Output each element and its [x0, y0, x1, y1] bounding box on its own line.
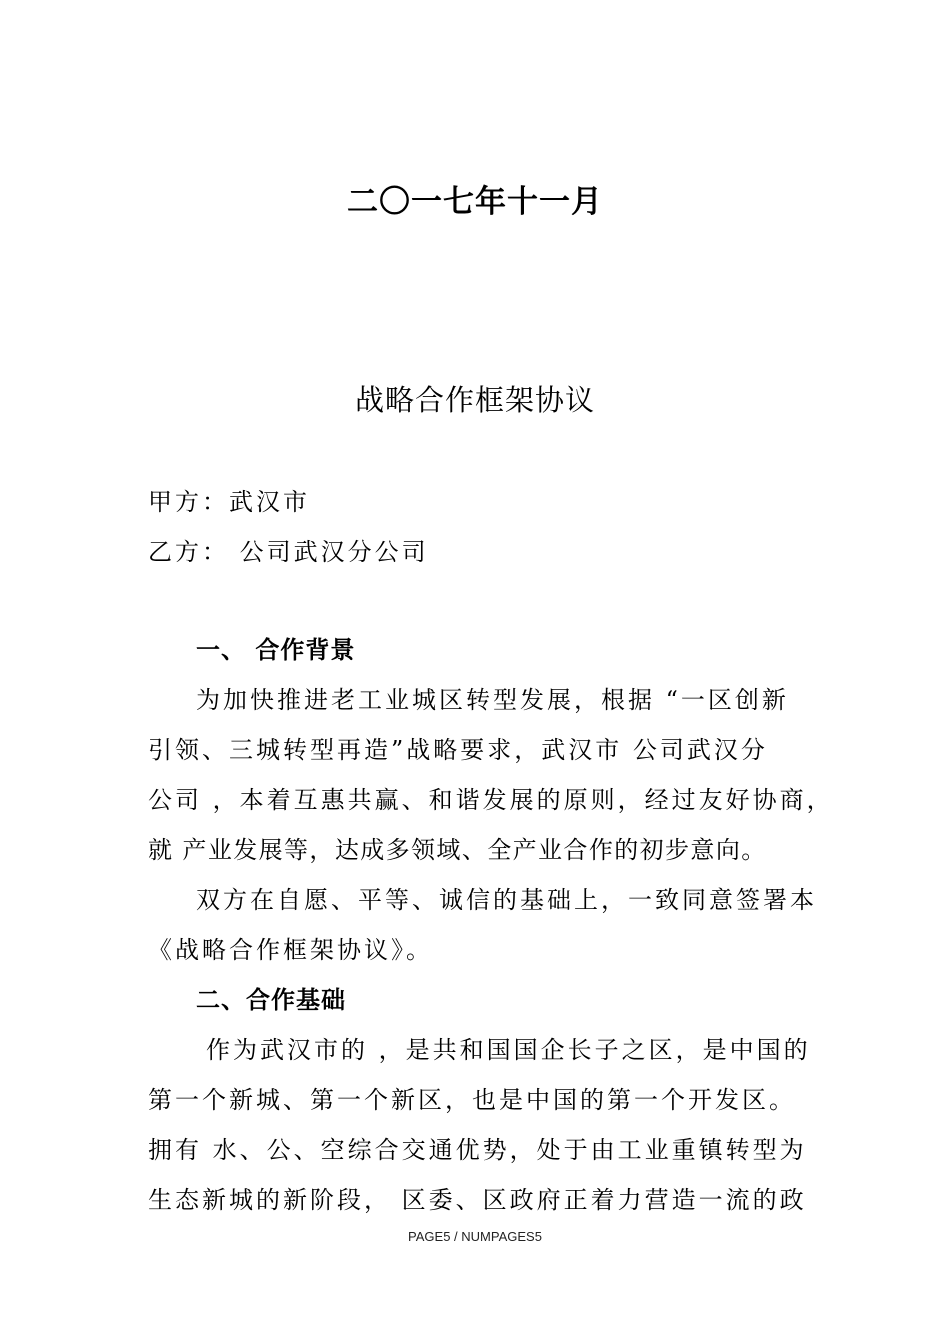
- party-b: 乙方： 公司武汉分公司: [148, 538, 429, 566]
- paragraph-line: 就 产业发展等，达成多领域、全产业合作的初步意向。: [148, 836, 767, 864]
- paragraph-line: 为加快推进老工业城区转型发展，根据 “一区创新: [196, 686, 789, 714]
- date-title: 二〇一七年十一月: [347, 184, 603, 220]
- section-heading-background: 一、 合作背景: [196, 636, 356, 664]
- paragraph-line: 生态新城的新阶段， 区委、区政府正着力营造一流的政: [148, 1186, 807, 1214]
- paragraph-line: 《战略合作框架协议》。: [148, 936, 433, 964]
- page-footer: PAGE5 / NUMPAGES5: [408, 1229, 542, 1244]
- paragraph-line: 双方在自愿、平等、诚信的基础上，一致同意签署本: [196, 886, 817, 914]
- document-title: 战略合作框架协议: [354, 383, 595, 417]
- paragraph-line: 第一个新城、第一个新区，也是中国的第一个开发区。: [148, 1086, 796, 1114]
- paragraph-line: 作为武汉市的 ，是共和国国企长子之区，是中国的: [206, 1036, 811, 1064]
- party-a: 甲方：武汉市: [148, 488, 310, 516]
- paragraph-line: 引领、三城转型再造”战略要求，武汉市 公司武汉分: [148, 736, 768, 764]
- section-heading-foundation: 二、合作基础: [196, 986, 346, 1014]
- paragraph-line: 拥有 水、公、空综合交通优势，处于由工业重镇转型为: [148, 1136, 807, 1164]
- paragraph-line: 公司 ，本着互惠共赢、和谐发展的原则，经过友好协商，: [148, 786, 834, 814]
